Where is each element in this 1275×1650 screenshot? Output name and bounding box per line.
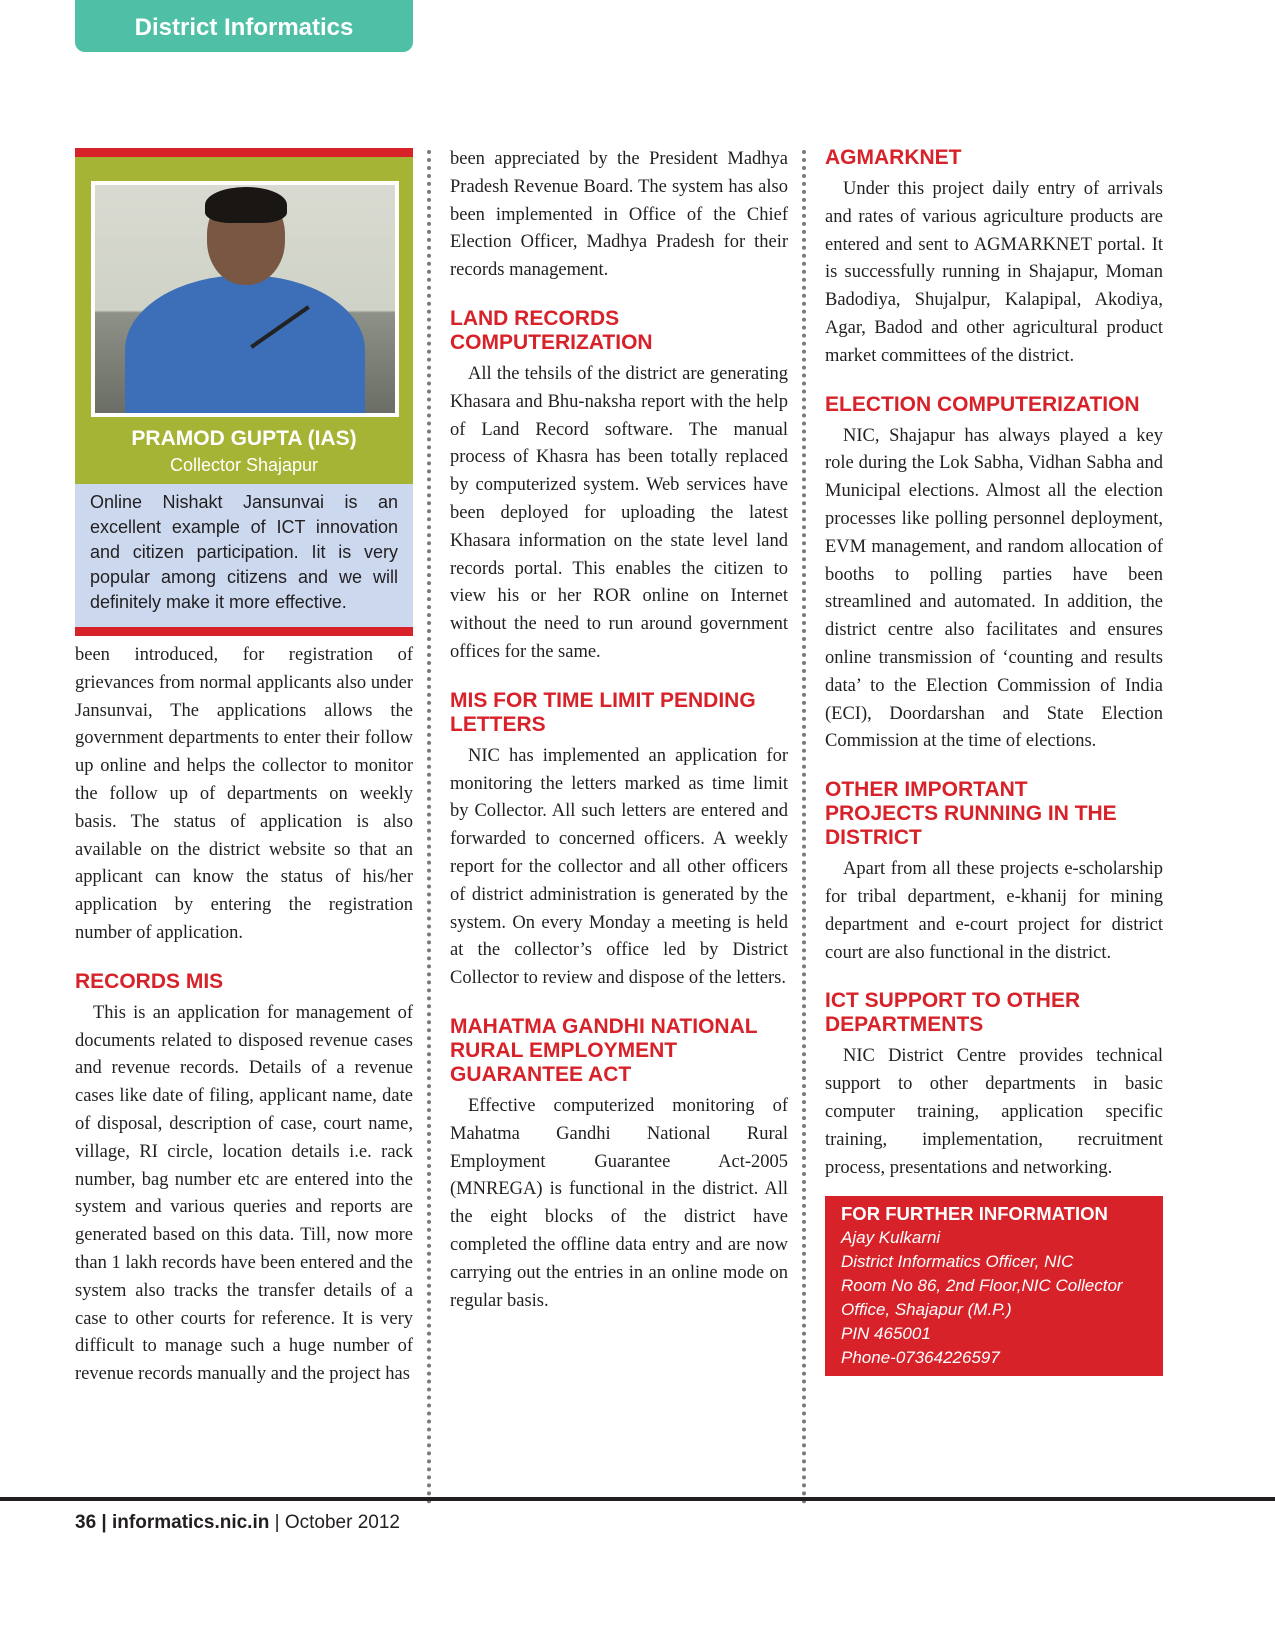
- further-info-line: Room No 86, 2nd Floor,NIC Collector: [841, 1276, 1123, 1296]
- page-number: 36: [75, 1512, 97, 1533]
- profile-top-bar: [75, 148, 413, 157]
- further-info-line: District Informatics Officer, NIC: [841, 1252, 1074, 1272]
- paragraph: Apart from all these projects e-scholarship for tribal department, e-khanij for mining department and e-court project for district court are also functional in the district.: [825, 859, 1163, 963]
- paragraph: NIC District Centre provides technical support to other departments in basic computer training, application specific training, implementation, recruitment process, presentations and networking.: [825, 1046, 1163, 1178]
- section-heading: ICT SUPPORT TO OTHER DEPARTMENTS: [825, 989, 1081, 1037]
- page-footer: [75, 1512, 400, 1534]
- further-info-line: Ajay Kulkarni: [841, 1228, 941, 1248]
- further-info-line: Office, Shajapur (M.P.): [841, 1300, 1012, 1320]
- section-tab: District Informatics: [75, 0, 413, 52]
- profile-bottom-bar: [75, 627, 413, 636]
- column-divider: [427, 150, 431, 1505]
- footer-rule: [0, 1497, 1275, 1501]
- section-heading: OTHER IMPORTANT PROJECTS RUNNING IN THE DISTRICT: [825, 778, 1117, 850]
- further-info-box: [825, 1196, 1163, 1376]
- profile-header: [75, 157, 413, 484]
- footer-separator: |: [274, 1512, 285, 1533]
- profile-box: [75, 148, 413, 636]
- column-3: [825, 146, 1163, 1376]
- paragraph: Effective computerized monitoring of Mahatma Gandhi National Rural Employment Guarantee Act-2005 (MNREGA) is functional in the district. All the eight blocks of the district have completed the offline data entry and are now carrying out the entries in an online mode on regular basis.: [450, 1095, 788, 1311]
- column-1: [75, 148, 413, 1389]
- footer-issue: October 2012: [284, 1512, 400, 1533]
- collector-photo: [91, 181, 399, 417]
- paragraph: Under this project daily entry of arrivals and rates of various agriculture products are entered and sent to AGMARKNET portal. It is successfully running in Shajapur, Moman Badodiya, Shujalpur, Kalapipal, Akodiya, Agar, Badod and other agricultural product market committees of the district.: [825, 179, 1163, 366]
- section-heading: MAHATMA GANDHI NATIONAL RURAL EMPLOYMENT GUARANTEE ACT: [450, 1014, 758, 1086]
- paragraph: been introduced, for registration of grievances from normal applicants also under Jansunvai, The applications allows the government departments to enter their follow up online and helps the collector to monitor the follow up of departments on weekly basis. The status of application is also available on the district website so that an applicant can know the status of his/her application by entering the registration number of application.: [75, 645, 413, 943]
- column-2: [450, 146, 788, 1315]
- section-heading: LAND RECORDS COMPUTERIZATION: [450, 306, 653, 354]
- section-heading: ELECTION COMPUTERIZATION: [825, 392, 1140, 416]
- further-info-line: PIN 465001: [841, 1324, 931, 1344]
- section-heading: RECORDS MIS: [75, 969, 224, 993]
- profile-quote: Online Nishakt Jansunvai is an excellent example of ICT innovation and citizen participation. Iit is very popular among citizens and we will definitely make it more effective.: [75, 484, 413, 627]
- profile-name: PRAMOD GUPTA (IAS): [131, 427, 357, 450]
- section-heading: MIS FOR TIME LIMIT PENDING LETTERS: [450, 688, 756, 736]
- paragraph: All the tehsils of the district are generating Khasara and Bhu-naksha report with the help of Land Record software. The manual process of Khasra has been totally replaced by computerized system. Web services have been deployed for uploading the latest Khasara information on the state level land records portal. This enables the citizen to view his or her ROR online on Internet without the need to run around government offices for the same.: [450, 363, 788, 662]
- further-info-title: FOR FURTHER INFORMATION: [841, 1203, 1108, 1225]
- paragraph: NIC has implemented an application for monitoring the letters marked as time limit by Collector. All such letters are entered and forwarded to concerned officers. A weekly report for the collector and all other officers of district administration is generated by the system. On every Monday a meeting is held at the collector’s office led by District Collector to review and dispose of the letters.: [450, 745, 788, 989]
- paragraph: This is an application for management of documents related to disposed revenue cases and revenue records. Details of a revenue cases like date of filing, applicant name, date of disposal, description of case, court name, village, RI circle, location details i.e. rack number, bag number etc are entered into the system and various queries and reports are generated based on this data. Till, now more than 1 lakh records have been entered and the system also tracks the transfer details of a case to other courts for reference. It is very difficult to manage such a huge number of revenue records manually and the project has: [75, 1002, 413, 1385]
- further-info-line: Phone-07364226597: [841, 1348, 1000, 1368]
- footer-separator: |: [101, 1512, 113, 1533]
- paragraph: been appreciated by the President Madhya Pradesh Revenue Board. The system has also been implemented in Office of the Chief Election Officer, Madhya Pradesh for their records management.: [450, 149, 788, 281]
- footer-site: informatics.nic.in: [112, 1512, 270, 1533]
- paragraph: NIC, Shajapur has always played a key role during the Lok Sabha, Vidhan Sabha and Municipal elections. Almost all the election processes like polling personnel deployment, EVM management, and random allocation of booths to polling parties have been streamlined and automated. In addition, the district centre also facilitates and ensures online transmission of ‘counting and results data’ to the Election Commission of India (ECI), Doordarshan and State Election Commission at the time of elections.: [825, 425, 1163, 752]
- column-divider: [802, 150, 806, 1505]
- profile-role: Collector Shajapur: [169, 455, 319, 475]
- section-heading: AGMARKNET: [825, 146, 962, 169]
